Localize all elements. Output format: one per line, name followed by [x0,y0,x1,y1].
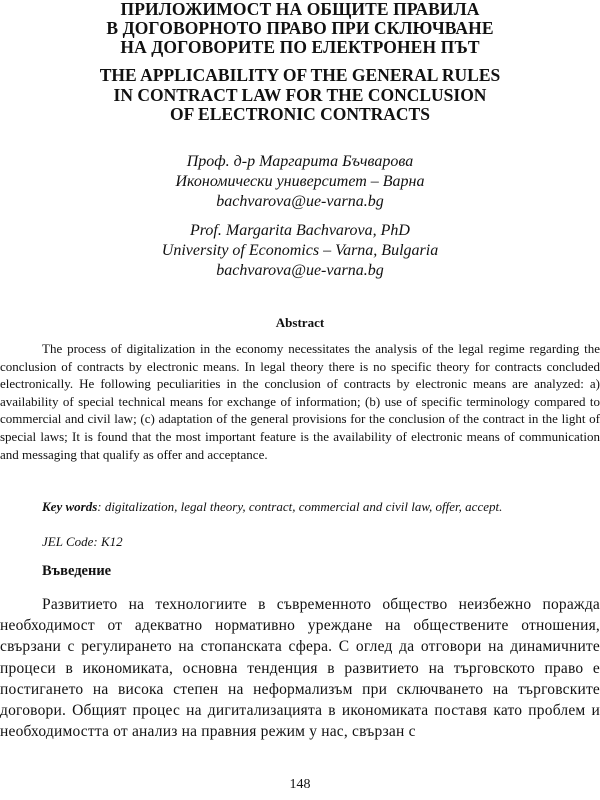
author-affiliation-bg: Икономически университет – Варна [175,173,425,190]
title-bg-line-1: ПРИЛОЖИМОСТ НА ОБЩИТЕ ПРАВИЛА [120,0,480,19]
title-en-line-2: IN CONTRACT LAW FOR THE CONCLUSION [113,84,487,105]
jel-code: JEL Code: K12 [42,534,123,549]
title-bulgarian [0,0,600,57]
abstract-heading: Abstract [275,315,325,330]
introduction-text: Развитието на технологиите в съвременното общество неизбежно поражда необходимост от адекватно нормативно уреждане на обществените отношения, свързани с регулирането на стопанската сфера. С оглед да отговори на динамичните процеси в икономиката, основна тенденция в развитието на търговското право е постигането на висока степен на неформализъм при сключването на търговските договори. Общият процес на дигитализацията в икономиката поставя като проблем и необходимостта от анализ на правния режим у нас, свързан с [0,596,600,741]
title-en-line-1: THE APPLICABILITY OF THE GENERAL RULES [99,65,501,85]
keywords-label: Key words [42,499,98,514]
title-bg-line-3: НА ДОГОВОРИТЕ ПО ЕЛЕКТРОНЕН ПЪТ [120,37,480,57]
author-name-bg: Проф. д-р Маргарита Бъчварова [186,153,414,170]
author-block-english [0,221,600,281]
author-name-en: Prof. Margarita Bachvarova, PhD [190,222,410,239]
author-email-bg: bachvarova@ue-varna.bg [216,193,384,210]
section-heading-introduction: Въведение [42,563,112,579]
author-email-en: bachvarova@ue-varna.bg [216,262,384,279]
author-block-bulgarian [0,152,600,212]
keywords-paragraph [0,498,600,516]
title-english [0,66,600,125]
author-affiliation-en: University of Economics – Varna, Bulgaria [161,242,439,259]
page-number: 148 [289,777,311,792]
title-en-line-3: OF ELECTRONIC CONTRACTS [170,104,430,124]
keywords-text: : digitalization, legal theory, contract, commercial and civil law, offer, accept. [97,499,503,514]
title-bg-line-2: В ДОГОВОРНОТО ПРАВО ПРИ СКЛЮЧВАНЕ [106,18,494,38]
abstract-text: The process of digitalization in the economy necessitates the analysis of the legal regime regarding the conclusion of contracts by electronic means. In legal theory there is no specific theory for contracts concluded electronically. He following peculiarities in the conclusion of contracts by electronic means are analyzed: a) availability of special technical means for exchange of information; (b) use of specific terminology compared to commercial and civil law; (c) adaptation of the general provisions for the conclusion of the contract in the light of special laws; It is found that the most important feature is the availability of electronic means of communication and messaging that qualify as offer and acceptance. [0,341,600,462]
